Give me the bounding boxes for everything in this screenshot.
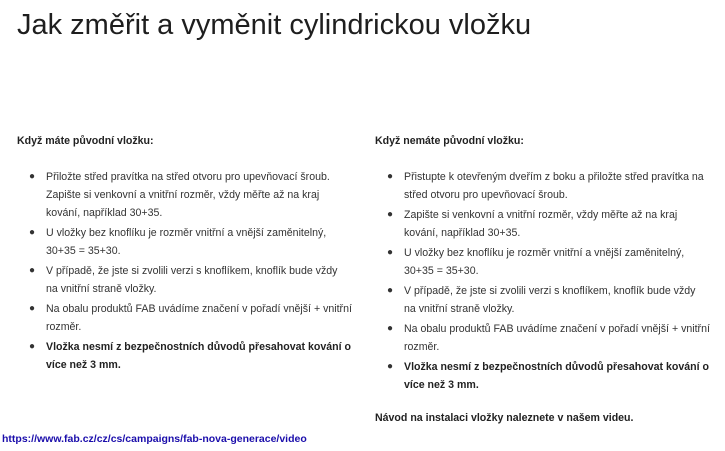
list-item: ● Přistupte k otevřeným dveřím z boku a přiložte střed pravítka na střed otvoru pro upevňovací šroub. bbox=[375, 168, 710, 204]
list-item: ● Zapište si venkovní a vnitřní rozměr, vždy měřte až na kraj kování, například 30+35. bbox=[375, 206, 710, 242]
bullet-icon: ● bbox=[387, 247, 394, 258]
right-instructions-list bbox=[375, 168, 710, 394]
video-link[interactable]: https://www.fab.cz/cz/cs/campaigns/fab-nova-generace/video bbox=[2, 433, 307, 445]
left-column-heading: Když máte původní vložku: bbox=[17, 135, 154, 147]
list-item: ● U vložky bez knoflíku je rozměr vnitřní a vnější zaměnitelný, 30+35 = 35+30. bbox=[375, 244, 710, 280]
list-item: ● U vložky bez knoflíku je rozměr vnitřní a vnější zaměnitelný, 30+35 = 35+30. bbox=[17, 224, 352, 260]
bullet-icon: ● bbox=[387, 171, 394, 182]
bullet-icon: ● bbox=[387, 209, 394, 220]
list-item-warning: ● Vložka nesmí z bezpečnostních důvodů přesahovat kování o více než 3 mm. bbox=[17, 338, 352, 374]
bullet-icon: ● bbox=[29, 227, 36, 238]
list-item: ● V případě, že jste si zvolili verzi s knoflíkem, knoflík bude vždy na vnitřní straně vložky. bbox=[375, 282, 710, 318]
list-item: ● Na obalu produktů FAB uvádíme značení v pořadí vnější + vnitřní rozměr. bbox=[17, 300, 352, 336]
left-column bbox=[17, 135, 352, 376]
list-item: ● V případě, že jste si zvolili verzi s knoflíkem, knoflík bude vždy na vnitřní straně vložky. bbox=[17, 262, 352, 298]
right-column-heading: Když nemáte původní vložku: bbox=[375, 135, 524, 147]
right-column bbox=[375, 135, 710, 425]
bullet-icon: ● bbox=[387, 285, 394, 296]
left-instructions-list bbox=[17, 168, 352, 374]
page-title: Jak změřit a vyměnit cylindrickou vložku bbox=[17, 9, 532, 41]
list-item: ● Přiložte střed pravítka na střed otvoru pro upevňovací šroub. Zapište si venkovní a vnitřní rozměr, vždy měřte až na kraj kování, například 30+35. bbox=[17, 168, 352, 222]
list-item: ● Na obalu produktů FAB uvádíme značení v pořadí vnější + vnitřní rozměr. bbox=[375, 320, 710, 356]
bullet-icon: ● bbox=[387, 323, 394, 334]
bullet-icon: ● bbox=[29, 171, 36, 182]
bullet-icon: ● bbox=[29, 303, 36, 314]
bullet-icon: ● bbox=[29, 341, 36, 352]
list-item-warning: ● Vložka nesmí z bezpečnostních důvodů přesahovat kování o více než 3 mm. bbox=[375, 358, 710, 394]
bullet-icon: ● bbox=[387, 361, 394, 372]
video-instructions-note: Návod na instalaci vložky naleznete v našem videu. bbox=[375, 412, 634, 424]
bullet-icon: ● bbox=[29, 265, 36, 276]
